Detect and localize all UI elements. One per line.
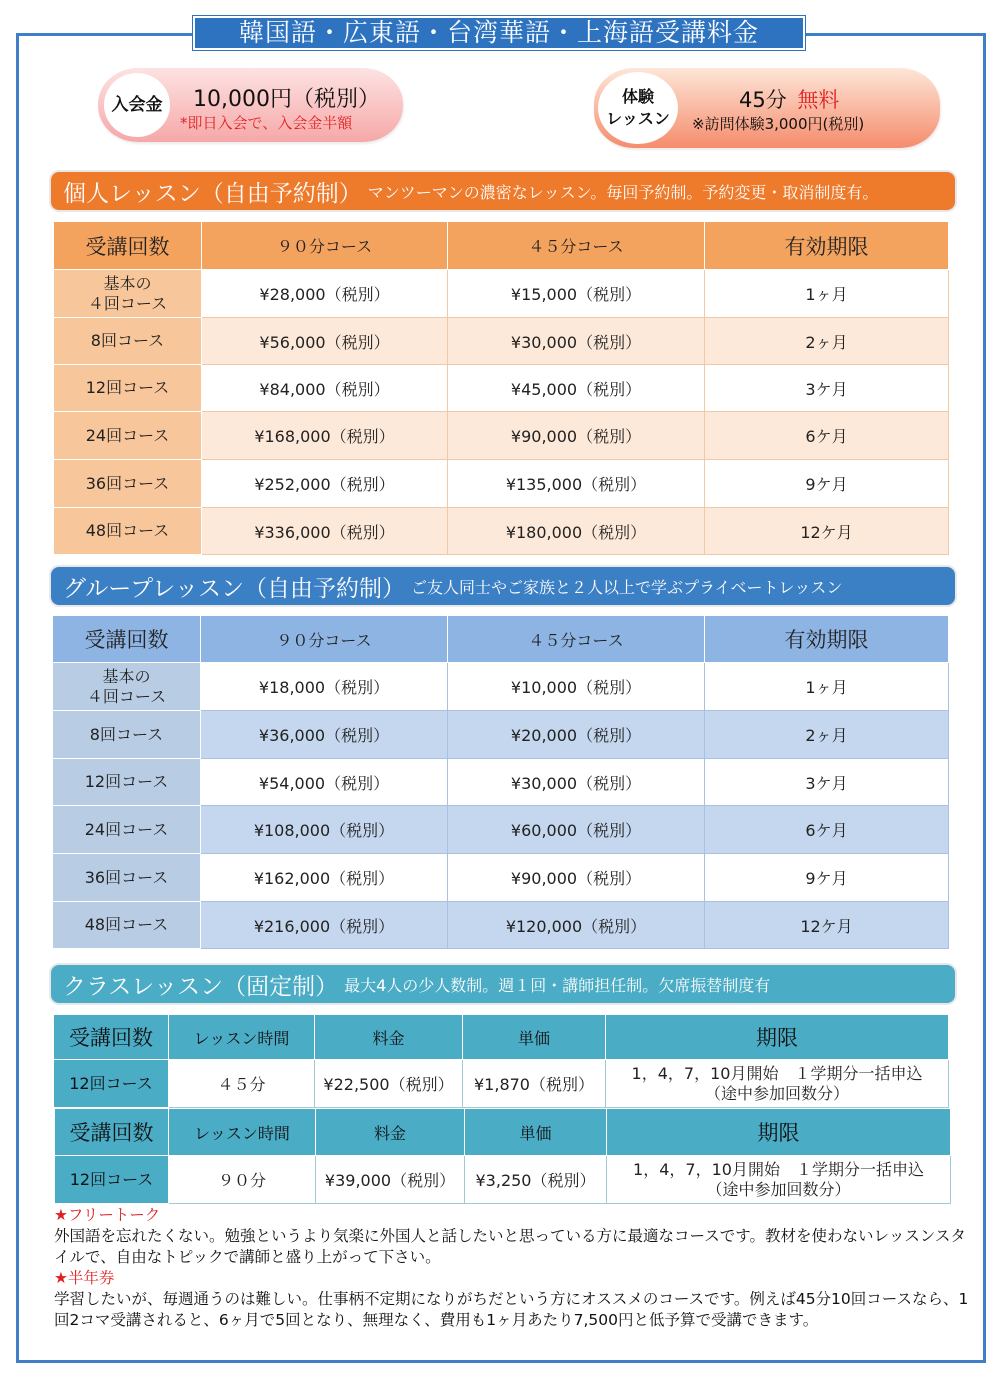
half-year-title: ★半年券 [54,1269,115,1287]
trial-lesson-offer [739,84,839,114]
half-year-text: 学習したいが、毎週通うのは難しい。仕事柄不定期になりがちだという方にオススメのコースです。例えば45分10回コースなら、1回2コマ受講されると、6ヶ月で5回となり、無理なく、費用も1ヶ月あたり7,500円と低予算で受講できます。 [54,1290,969,1329]
class-lesson-heading [51,965,955,1003]
class-header-unit: 単価 [463,1015,606,1060]
price-90: ¥162,000（税別） [201,854,448,902]
price-45: ¥45,000（税別） [448,365,705,412]
class-header-period: 期限 [606,1015,949,1060]
table-row [54,318,949,365]
price-90: ¥36,000（税別） [201,711,448,759]
validity-period: 1ヶ月 [705,270,949,318]
admission-fee-note: *即日入会で、入会金半額 [180,114,353,132]
validity-period: 12ケ月 [705,508,949,555]
table-row [54,508,949,555]
table-row [54,270,949,318]
course-label: 12回コース [53,759,201,806]
private-header-period: 有効期限 [705,222,949,270]
class-lesson-table-45 [53,1014,949,1108]
lesson-price: ¥22,500（税別） [315,1060,463,1108]
trial-lesson-label-line1: 体験 [621,87,654,106]
price-90: ¥18,000（税別） [201,663,448,711]
group-header-90: ９０分コース [201,616,448,663]
validity-period: 2ヶ月 [705,711,949,759]
table-row [54,365,949,412]
course-label: 48回コース [54,508,202,555]
private-header-45: ４５分コース [448,222,705,270]
validity-period: 2ヶ月 [705,318,949,365]
course-label: 基本の ４回コース [54,270,202,318]
free-talk-title: ★フリートーク [54,1206,161,1224]
price-45: ¥60,000（税別） [448,806,705,854]
price-90: ¥216,000（税別） [201,902,448,949]
course-label: 12回コース [54,365,202,412]
price-90: ¥28,000（税別） [202,270,448,318]
course-label: 12回コース [54,1060,169,1108]
unit-price: ¥1,870（税別） [463,1060,606,1108]
class-header-time: レッスン時間 [169,1015,315,1060]
class-header-count: 受講回数 [55,1109,169,1156]
price-90: ¥336,000（税別） [202,508,448,555]
price-45: ¥135,000（税別） [448,460,705,508]
term-info: 1，4，7，10月開始 １学期分一括申込 （途中参加回数分） [607,1156,951,1204]
price-45: ¥120,000（税別） [448,902,705,949]
trial-lesson-note: ※訪問体験3,000円(税別) [692,115,865,133]
free-talk-text: 外国語を忘れたくない。勉強というより気楽に外国人と話したいと思っている方に最適なコースです。教材を使わないレッスンスタイルで、自由なトピックで講師と盛り上がって下さい。 [54,1227,966,1266]
table-row [53,759,949,806]
table-row [53,711,949,759]
group-lesson-subtitle: ご友人同士やご家族と２人以上で学ぶプライベートレッスン [411,577,843,597]
lesson-price: ¥39,000（税別） [316,1156,465,1204]
validity-period: 1ヶ月 [705,663,949,711]
validity-period: 6ケ月 [705,806,949,854]
price-45: ¥90,000（税別） [448,412,705,460]
private-header-count: 受講回数 [54,222,202,270]
private-header-90: ９０分コース [202,222,448,270]
group-header-period: 有効期限 [705,616,949,663]
group-lesson-title: グループレッスン（自由予約制） [63,575,406,602]
private-lesson-heading [51,172,955,210]
group-lesson-heading [51,567,955,605]
table-row [54,412,949,460]
unit-price: ¥3,250（税別） [465,1156,607,1204]
price-45: ¥30,000（税別） [448,318,705,365]
price-90: ¥252,000（税別） [202,460,448,508]
price-45: ¥20,000（税別） [448,711,705,759]
class-header-price: 料金 [315,1015,463,1060]
admission-fee-pill [98,68,403,142]
class-header-time: レッスン時間 [169,1109,316,1156]
price-90: ¥84,000（税別） [202,365,448,412]
lesson-time: ９０分 [169,1156,316,1204]
table-row [53,902,949,949]
term-info: 1，4，7，10月開始 １学期分一括申込 （途中参加回数分） [606,1060,949,1108]
validity-period: 9ケ月 [705,854,949,902]
page-title: 韓国語・広東語・台湾華語・上海語受講料金 [193,16,805,50]
course-label: 12回コース [55,1156,169,1204]
class-header-count: 受講回数 [54,1015,169,1060]
course-label: 基本の ４回コース [53,663,201,711]
private-lesson-title: 個人レッスン（自由予約制） [63,180,362,207]
lesson-time: ４５分 [169,1060,315,1108]
table-row [54,460,949,508]
class-lesson-subtitle: 最大4人の少人数制。週１回・講師担任制。欠席振替制度有 [344,975,771,995]
group-lesson-table [52,615,949,949]
price-45: ¥10,000（税別） [448,663,705,711]
trial-lesson-pill [594,68,940,148]
class-header-unit: 単価 [465,1109,607,1156]
admission-fee-label: 入会金 [111,95,163,115]
class-lesson-table-90 [54,1108,951,1204]
table-row [54,1060,949,1108]
class-header-period: 期限 [607,1109,951,1156]
price-45: ¥180,000（税別） [448,508,705,555]
admission-fee-price: 10,000円（税別） [193,87,380,112]
table-row [53,854,949,902]
notes-section [54,1205,974,1331]
price-90: ¥54,000（税別） [201,759,448,806]
course-label: 8回コース [54,318,202,365]
price-45: ¥30,000（税別） [448,759,705,806]
validity-period: 3ケ月 [705,365,949,412]
validity-period: 6ケ月 [705,412,949,460]
group-header-count: 受講回数 [53,616,201,663]
course-label: 24回コース [54,412,202,460]
course-label: 8回コース [53,711,201,759]
trial-lesson-duration: 45分 [739,88,787,112]
private-lesson-subtitle: マンツーマンの濃密なレッスン。毎回予約制。予約変更・取消制度有。 [367,182,879,202]
trial-lesson-free: 無料 [797,88,840,112]
validity-period: 3ケ月 [705,759,949,806]
price-90: ¥108,000（税別） [201,806,448,854]
validity-period: 12ケ月 [705,902,949,949]
admission-fee-badge [104,73,170,137]
table-row [55,1156,951,1204]
price-90: ¥168,000（税別） [202,412,448,460]
trial-lesson-badge [598,72,678,144]
class-header-price: 料金 [316,1109,465,1156]
price-90: ¥56,000（税別） [202,318,448,365]
course-label: 24回コース [53,806,201,854]
price-45: ¥90,000（税別） [448,854,705,902]
course-label: 48回コース [53,902,201,949]
table-row [53,663,949,711]
price-45: ¥15,000（税別） [448,270,705,318]
private-lesson-table [53,221,949,555]
class-lesson-title: クラスレッスン（固定制） [63,973,339,1000]
trial-lesson-label-line2: レッスン [606,109,670,128]
course-label: 36回コース [53,854,201,902]
validity-period: 9ケ月 [705,460,949,508]
table-row [53,806,949,854]
group-header-45: ４５分コース [448,616,705,663]
course-label: 36回コース [54,460,202,508]
